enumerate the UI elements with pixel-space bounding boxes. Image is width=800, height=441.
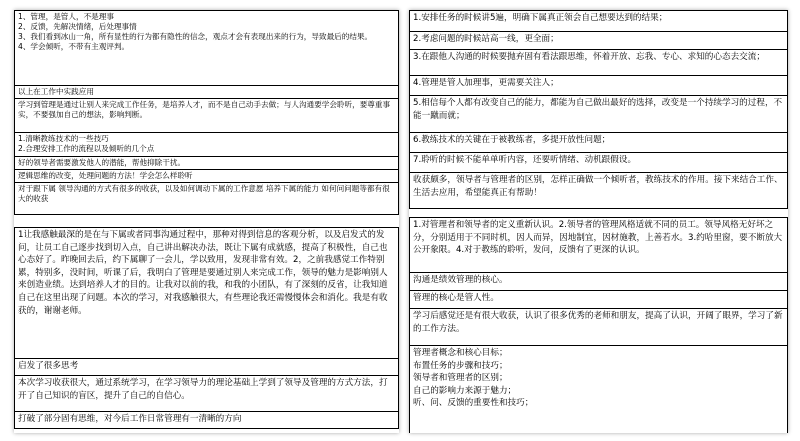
table-cell: 好的领导者需要激发他人的潜能，帮他抑除干扰。 bbox=[14, 157, 399, 170]
table-cell: 学习到管理是通过让别人来完成工作任务，是培养人才，而不是自己动手去做；与人沟通要学会聆听，要尊重事实，不要强加自己的想法，影响判断。 bbox=[14, 99, 399, 133]
table-cell: 1、管理，是管人，不是理事 2、反馈，先解决情绪，后处理事情 3、我们看到冰山一角，所有显性的行为都有隐性的信念，观点才会有表现出来的行为，导致最后的结果。 4、学会倾听，不带有主观评判。 bbox=[14, 10, 399, 86]
table-cell: 启发了很多思考 bbox=[14, 359, 399, 376]
table-cell: 1.清晰教练技术的一些技巧 2.合理安排工作的流程以及倾听的几个点 bbox=[14, 133, 399, 157]
table-cell: 4.管理是管人加理事，更需要关注人； bbox=[409, 76, 788, 96]
table-cell: 收获颇多，领导者与管理者的区别，怎样正确做一个倾听者，教练技术的作用。接下来结合工作、生活去应用，希望能真正有帮助！ bbox=[409, 173, 788, 209]
table-cell: 1.安排任务的时候讲5遍，明确下属真正领会自己想要达到的结果； bbox=[409, 10, 788, 32]
table-cell: 管理者概念和核心目标； 布置任务的步骤和技巧； 领导者和管理者的区别； 自己的影响力来源于魅力； 听、问、反馈的重要性和技巧； bbox=[409, 346, 788, 433]
table-cell: 学习后感觉还是有很大收获，认识了很多优秀的老师和朋友，提高了认识，开阔了眼界，学习了新的工作方法。 bbox=[409, 309, 788, 346]
table-cell: 2.考虑问题的时候站高一线，更全面； bbox=[409, 32, 788, 50]
right-bottom-table bbox=[409, 217, 788, 433]
right-top-table bbox=[409, 10, 788, 209]
table-cell: 1.对管理者和领导者的定义重新认识。2.领导者的管理风格适就不同的员工。领导风格无好坏之分，分别适用于不同时机，因人而异，因地制宜，因材施教，上善若水。3.约哈里窗，要不断放大公开象限。4.对于教练的聆听，发问，反馈有了更深的认识。 bbox=[409, 217, 788, 273]
table-cell: 本次学习收获很大，通过系统学习，在学习领导力的理论基础上学到了领导及管理的方式方法，打开了自己知识的盲区，提升了自己的自信心。 bbox=[14, 376, 399, 412]
table-cell: 打破了部分固有思维，对今后工作日常管理有一清晰的方向 bbox=[14, 412, 399, 429]
table-cell: 以上在工作中实践应用 bbox=[14, 86, 399, 99]
left-bottom-table bbox=[14, 227, 399, 429]
table-cell: 5.相信每个人都有改变自己的能力，都能为自己做出最好的选择，改变是一个持续学习的过程，不能一蹴而就； bbox=[409, 96, 788, 133]
table-cell: 7.聆听的时候不能单单听内容，还要听情绪、动机跟假设。 bbox=[409, 153, 788, 173]
left-top-table bbox=[14, 10, 399, 215]
table-cell: 逻辑思维的改变，处理问题的方法！学会怎么样聆听 bbox=[14, 170, 399, 183]
table-cell: 3.在跟他人沟通的时候要抛弃固有看法跟思维，怀着开放、忘我、专心、求知的心态去交流； bbox=[409, 50, 788, 76]
table-cell: 管理的核心是管人性。 bbox=[409, 291, 788, 309]
table-cell: 沟通是绩效管理的核心。 bbox=[409, 273, 788, 291]
table-cell: 对于跟下属 领导沟通的方式有很多的收获，以及如何调动下属的工作意愿 培养下属的能力 如何问问题等都有很大的收获 bbox=[14, 183, 399, 215]
left-document-panel bbox=[14, 10, 399, 433]
table-cell: 1让我感触最深的是在与下属或者同事沟通过程中，那种对得到信息的客观分析，以及启发式的发问，让员工自己逐步找到切入点，自己讲出解决办法，既让下属有成就感，提高了积极性，自己也心态好了。昨晚回去后，约下属聊了一会儿，学以致用，发现非常有效。2，之前我感觉工作特别累，特别多，没时间，听课了后，我明白了管理是要通过别人来完成工作，领导的魅力是影响别人来创造业绩。达到培养人才的目的。让我对以前的我，和我的小团队，有了深刻的反省，让我知道自己在这里出现了问题。本次的学习，对我感触很大，有些理论我还需慢慢体会和消化。我是有收获的，谢谢老师。 bbox=[14, 227, 399, 359]
right-document-panel bbox=[409, 10, 788, 433]
table-cell: 6.教练技术的关键在于被教练者，多提开放性问题； bbox=[409, 133, 788, 153]
